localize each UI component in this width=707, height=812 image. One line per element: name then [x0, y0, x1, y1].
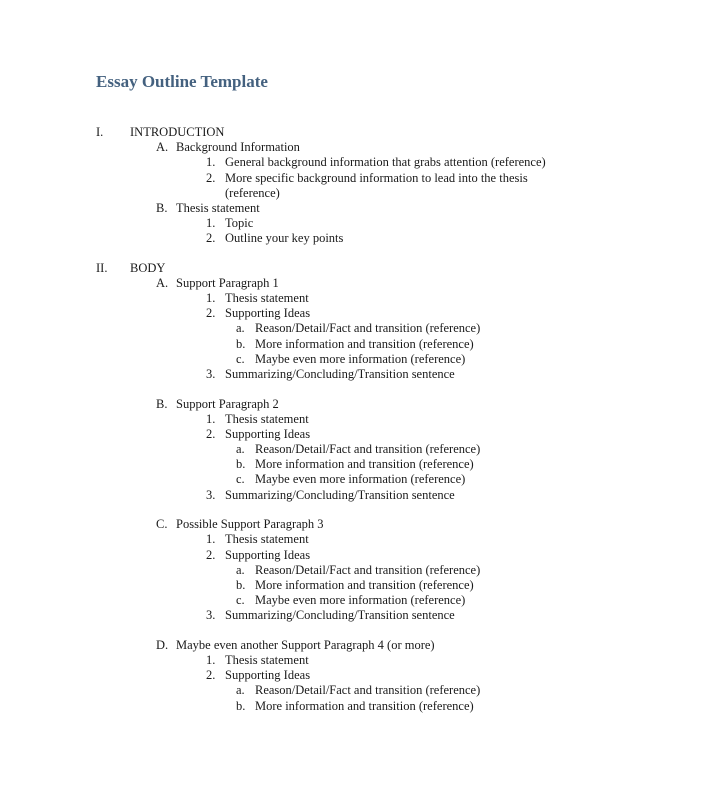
- outline-text: INTRODUCTION: [130, 125, 225, 139]
- outline-line-level-2: [0, 638, 707, 653]
- outline-text: Thesis statement: [176, 200, 260, 215]
- outline-marker: b.: [236, 698, 246, 713]
- outline-line-level-2: [0, 276, 707, 291]
- outline-marker: C.: [156, 517, 168, 532]
- outline-text: Supporting Ideas: [225, 547, 311, 562]
- outline-marker: 2.: [206, 668, 216, 683]
- outline-marker: 2.: [206, 170, 216, 185]
- outline-line-level-4: [0, 352, 707, 367]
- outline-marker: a.: [236, 442, 245, 456]
- outline-marker: a.: [236, 562, 245, 577]
- outline-line-level-3: [0, 231, 707, 246]
- outline-text: Supporting Ideas: [225, 306, 311, 321]
- outline-marker: D.: [156, 637, 169, 652]
- outline-text: More information and transition (reference): [255, 577, 474, 592]
- outline-line-level-4: [0, 321, 707, 336]
- outline-marker: 2.: [206, 547, 216, 562]
- outline-marker: a.: [236, 683, 245, 698]
- outline-text: BODY: [130, 260, 166, 275]
- outline-marker: II.: [96, 260, 108, 275]
- outline-marker: 2.: [206, 426, 216, 441]
- outline-marker: b.: [236, 336, 246, 351]
- outline-marker: c.: [236, 472, 245, 487]
- outline-text: Topic: [225, 215, 254, 230]
- page-title: Essay Outline Template: [96, 72, 268, 91]
- outline-marker: 1.: [206, 411, 216, 426]
- outline-marker: 1.: [206, 532, 216, 547]
- outline-line-level-3: [0, 608, 707, 623]
- outline-marker: 3.: [206, 608, 216, 623]
- outline-text: Background Information: [176, 140, 300, 155]
- outline-text: Support Paragraph 2: [176, 396, 279, 411]
- outline-marker: 1.: [206, 291, 216, 306]
- outline-line-level-1: [0, 125, 707, 140]
- outline-text: Supporting Ideas: [225, 668, 311, 683]
- outline-marker: b.: [236, 577, 246, 592]
- outline-marker: a.: [236, 321, 245, 336]
- outline-line-level-3: [0, 488, 707, 503]
- outline-line-level-3: [0, 412, 707, 427]
- outline-marker: c.: [236, 593, 245, 607]
- outline-line-level-3: [0, 668, 707, 683]
- outline-text: Thesis statement: [225, 532, 309, 547]
- outline-line-level-4: [0, 699, 707, 714]
- outline-line-level-3: [0, 367, 707, 382]
- outline-line-level-3: [0, 155, 707, 170]
- outline-line-level-4: [0, 472, 707, 487]
- outline-text: Reason/Detail/Fact and transition (reference): [255, 321, 481, 336]
- outline-text: More information and transition (reference): [255, 698, 474, 713]
- outline-text: Thesis statement: [225, 653, 309, 667]
- outline-marker: 2.: [206, 306, 216, 321]
- outline-line-level-3: [0, 532, 707, 547]
- outline-text: Supporting Ideas: [225, 426, 311, 441]
- outline-line-level-4: [0, 578, 707, 593]
- outline-line-level-3: [0, 548, 707, 563]
- outline-text: More information and transition (reference): [255, 336, 474, 351]
- outline-line-level-4: [0, 563, 707, 578]
- outline-text: Possible Support Paragraph 3: [176, 517, 324, 532]
- outline-line-level-3: [0, 291, 707, 306]
- outline-text: More information and transition (reference): [255, 457, 474, 472]
- outline-marker: A.: [156, 140, 169, 155]
- outline-marker: A.: [156, 276, 169, 290]
- outline-text: Thesis statement: [225, 411, 309, 426]
- outline-text: Summarizing/Concluding/Transition sentence: [225, 487, 455, 502]
- outline-text: Reason/Detail/Fact and transition (reference): [255, 442, 481, 456]
- outline-marker: 1.: [206, 653, 216, 667]
- outline-text: Support Paragraph 1: [176, 276, 279, 290]
- outline-text: Maybe even more information (reference): [255, 593, 466, 607]
- outline-line-level-3: [0, 216, 707, 231]
- outline-marker: 3.: [206, 366, 216, 381]
- outline-line-level-4: [0, 442, 707, 457]
- outline-line-level-4: [0, 337, 707, 352]
- outline-line-level-3: [0, 186, 707, 201]
- outline-marker: B.: [156, 396, 168, 411]
- outline-text: Reason/Detail/Fact and transition (reference): [255, 562, 481, 577]
- outline-text: Maybe even another Support Paragraph 4 (or more): [176, 637, 435, 652]
- outline-marker: B.: [156, 200, 168, 215]
- outline-line-level-2: [0, 517, 707, 532]
- outline-line-level-3: [0, 653, 707, 668]
- outline-line-level-4: [0, 457, 707, 472]
- outline-text: Summarizing/Concluding/Transition sentence: [225, 608, 455, 623]
- outline-line-level-3: [0, 171, 707, 186]
- outline-line-level-2: [0, 201, 707, 216]
- outline-line-level-4: [0, 593, 707, 608]
- outline-line-level-3: [0, 306, 707, 321]
- outline-line-level-4: [0, 683, 707, 698]
- outline-marker: 1.: [206, 155, 216, 170]
- outline-marker: 1.: [206, 215, 216, 230]
- outline-line-level-3: [0, 427, 707, 442]
- outline-text: Summarizing/Concluding/Transition sentence: [225, 366, 455, 381]
- outline-line-level-2: [0, 140, 707, 155]
- outline-marker: c.: [236, 351, 245, 366]
- outline-marker: b.: [236, 457, 246, 472]
- outline-marker: 3.: [206, 487, 216, 502]
- outline-text: Maybe even more information (reference): [255, 351, 466, 366]
- outline-text: General background information that grabs attention (reference): [225, 155, 546, 170]
- outline-marker: I.: [96, 125, 104, 139]
- outline-text: Reason/Detail/Fact and transition (reference): [255, 683, 481, 698]
- outline-text: (reference): [225, 185, 280, 200]
- outline-text: Thesis statement: [225, 291, 309, 306]
- outline-line-level-2: [0, 397, 707, 412]
- outline-text: More specific background information to lead into the thesis: [225, 170, 528, 185]
- outline-text: Maybe even more information (reference): [255, 472, 466, 487]
- outline-text: Outline your key points: [225, 231, 344, 246]
- outline-marker: 2.: [206, 231, 216, 246]
- outline-line-level-1: [0, 261, 707, 276]
